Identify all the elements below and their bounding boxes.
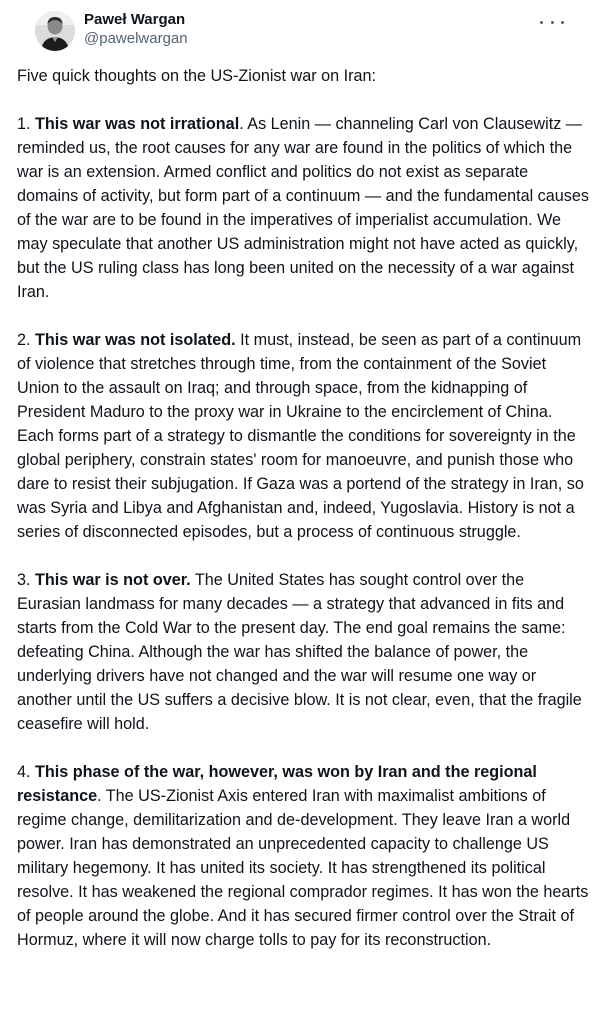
point-number: 4.: [17, 763, 35, 781]
author-display-name[interactable]: Paweł Wargan: [84, 11, 186, 28]
tweet-header: [18, 0, 584, 60]
tweet-point: [17, 328, 589, 544]
point-number: 1.: [17, 115, 35, 133]
author-handle[interactable]: @pawelwargan: [84, 30, 188, 47]
tweet-point: [17, 568, 589, 736]
point-body: The United States has sought control over the Eurasian landmass for many decades — a strategy that advanced in fits and starts from the Cold War to the present day. The end goal remains the same: defeating China. Although the war has shifted the balance of power, the underlying drivers have not changed and the war will resume one way or another until the US suffers a decisive blow. It is not clear, even, that the fragile ceasefire will hold.: [17, 571, 582, 733]
point-body: . The US-Zionist Axis entered Iran with maximalist ambitions of regime change, demilitarization and de-development. They leave Iran a world power. Iran has demonstrated an unprecedented capacity to challenge US military hegemony. It has united its society. It has strengthened its political resolve. It has weakened the regional comprador regimes. It has won the hearts of people around the globe. And it has secured firmer control over the Strait of Hormuz, where it will now charge tolls to pay for its reconstruction.: [17, 787, 589, 949]
tweet-point: [17, 112, 589, 304]
tweet-intro: Five quick thoughts on the US-Zionist war on Iran:: [17, 67, 376, 85]
point-heading: This war was not irrational: [35, 115, 240, 133]
more-horizontal-icon: [551, 21, 554, 24]
point-heading: This war was not isolated.: [35, 331, 236, 349]
point-heading: This war is not over.: [35, 571, 191, 589]
tweet-text: [17, 64, 589, 976]
more-options-button[interactable]: [540, 12, 564, 32]
more-horizontal-icon: [540, 21, 543, 24]
author-names: [84, 11, 188, 49]
point-number: 2.: [17, 331, 35, 349]
point-heading: This phase of the war, however, was won by Iran and the regional resistance: [17, 763, 537, 805]
avatar[interactable]: [35, 11, 75, 51]
point-number: 3.: [17, 571, 35, 589]
tweet-point: [17, 760, 589, 952]
point-body: It must, instead, be seen as part of a continuum of violence that stretches through time, from the containment of the Soviet Union to the assault on Iraq; and through space, from the kidnapping of President Maduro to the proxy war in Ukraine to the encirclement of China. Each forms part of a strategy to dismantle the conditions for sovereignty in the global periphery, constrain states' room for manoeuvre, and punish those who dare to resist their subjugation. If Gaza was a portend of the strategy in Iran, so was Syria and Libya and Afghanistan and, indeed, Yugoslavia. History is not a series of disconnected episodes, but a process of continuous struggle.: [17, 331, 584, 541]
profile-photo-icon: [35, 11, 75, 51]
point-body: . As Lenin — channeling Carl von Clausewitz — reminded us, the root causes for any war are found in the politics of which the war is an extension. Armed conflict and politics do not exist as separate domains of activity, but form part of a continuum — and the fundamental causes of the war are to be found in the imperatives of imperialist accumulation. We may speculate that another US administration might not have acted as quickly, but the US ruling class has long been united on the necessity of a war against Iran.: [17, 115, 589, 301]
more-horizontal-icon: [561, 21, 564, 24]
